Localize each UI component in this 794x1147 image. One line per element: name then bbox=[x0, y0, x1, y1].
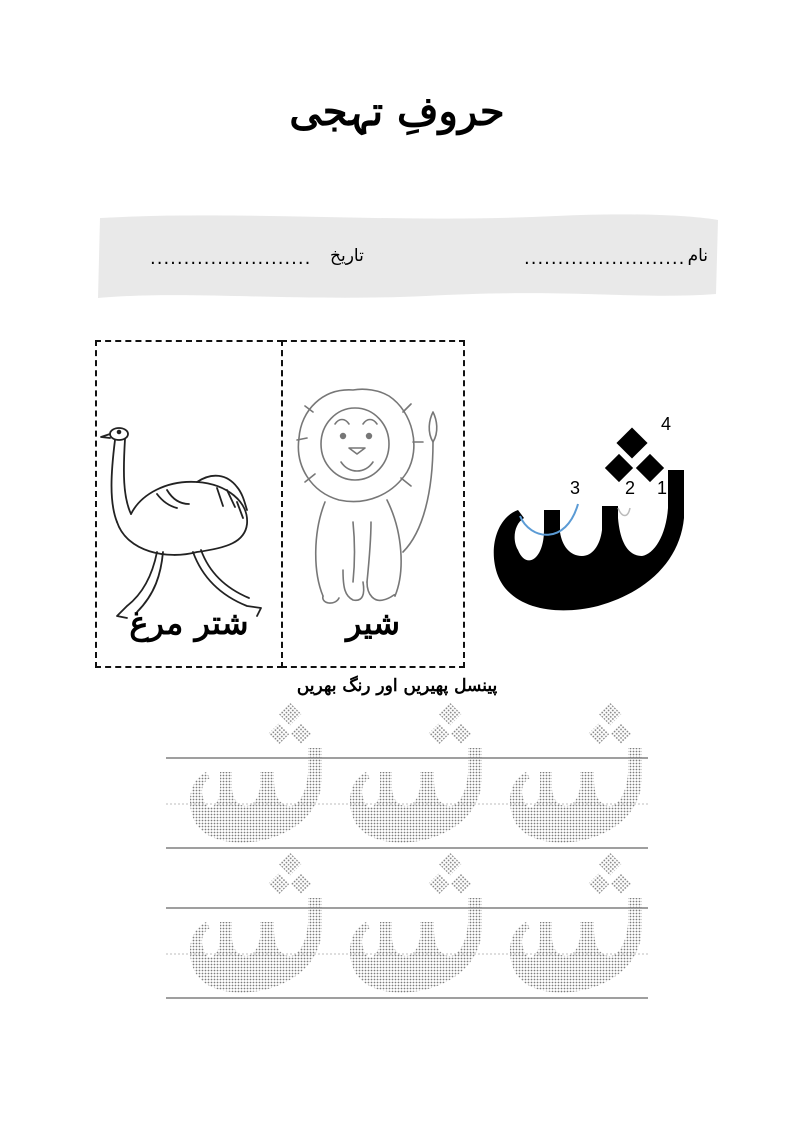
tracing-lines bbox=[160, 700, 660, 1020]
lion-drawing bbox=[283, 382, 463, 632]
stroke-number: 3 bbox=[570, 478, 581, 498]
dotted-letter-shin[interactable] bbox=[190, 853, 322, 993]
ostrich-card bbox=[95, 340, 283, 668]
name-label: نام bbox=[687, 246, 708, 266]
stroke-number: 1 bbox=[657, 478, 668, 498]
dotted-letter-shin[interactable] bbox=[350, 703, 482, 843]
page-title: حروفِ تہجی bbox=[289, 88, 505, 135]
dotted-letter-shin[interactable] bbox=[350, 853, 482, 993]
dotted-letter-shin[interactable] bbox=[510, 703, 642, 843]
date-field[interactable]: ........................ bbox=[150, 248, 312, 269]
lion-caption: شیر bbox=[345, 604, 401, 642]
ostrich-caption: شتر مرغ bbox=[129, 604, 249, 642]
name-field[interactable]: ........................ bbox=[524, 248, 686, 269]
stroke-number: 4 bbox=[661, 414, 672, 434]
date-label: تاریخ bbox=[330, 246, 364, 266]
lion-card bbox=[281, 340, 465, 668]
tracing-instruction: پینسل پھیریں اور رنگ بھریں bbox=[296, 676, 498, 696]
dotted-letter-shin[interactable] bbox=[190, 703, 322, 843]
tracing-practice-area[interactable] bbox=[160, 700, 660, 1020]
dotted-letter-shin[interactable] bbox=[510, 853, 642, 993]
stroke-number: 2 bbox=[625, 478, 636, 498]
name-date-banner bbox=[96, 210, 722, 302]
